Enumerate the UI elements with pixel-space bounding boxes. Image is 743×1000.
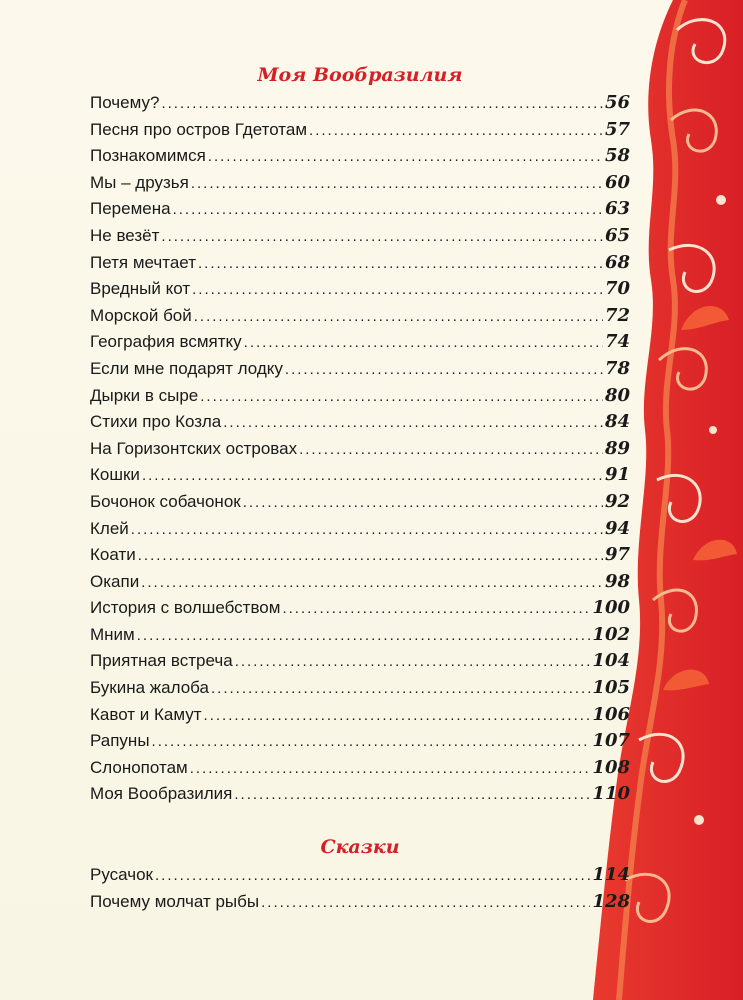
toc-entry [90, 889, 630, 916]
dot-leader [161, 224, 603, 251]
toc-entry [90, 303, 630, 330]
dot-leader [285, 357, 603, 384]
entry-page-number: 104 [592, 650, 630, 672]
entry-title: Вредный кот [90, 279, 191, 299]
dot-leader [194, 304, 603, 331]
dot-leader [299, 437, 603, 464]
dot-leader [208, 144, 603, 171]
entry-title: География всмятку [90, 332, 242, 352]
entry-title: Рапуны [90, 731, 150, 751]
toc-entry [90, 356, 630, 383]
entry-title: Стихи про Козла [90, 412, 222, 432]
section-title-1: Моя Вообразилия [257, 64, 463, 86]
entry-page-number: 94 [604, 517, 630, 539]
toc-entry [90, 383, 630, 410]
entry-page-number: 80 [604, 384, 630, 406]
dot-leader [142, 463, 603, 490]
dot-leader [243, 490, 603, 517]
entry-title: Бочонок собачонок [90, 491, 241, 511]
entry-title: Морской бой [90, 305, 192, 325]
entry-title: Мы – друзья [90, 172, 189, 192]
dot-leader [204, 703, 591, 730]
toc-entry [90, 329, 630, 356]
toc-entry [90, 755, 630, 782]
entry-page-number: 91 [604, 464, 630, 486]
entry-title: Перемена [90, 199, 171, 219]
toc-entry [90, 728, 630, 755]
entry-title: Дырки в сыре [90, 385, 199, 405]
entry-page-number: 92 [604, 490, 630, 512]
entry-page-number: 65 [604, 224, 630, 246]
entry-title: Кавот и Камут [90, 704, 202, 724]
toc-entry [90, 675, 630, 702]
entry-page-number: 107 [592, 730, 630, 752]
entry-title: Петя мечтает [90, 252, 196, 272]
table-of-contents [90, 60, 630, 915]
dot-leader [211, 676, 590, 703]
dot-leader [235, 649, 591, 676]
toc-entry [90, 409, 630, 436]
entry-title: Кошки [90, 465, 140, 485]
toc-entry [90, 489, 630, 516]
entry-title: Не везёт [90, 225, 160, 245]
entry-page-number: 70 [604, 278, 630, 300]
dot-leader [309, 118, 603, 145]
toc-entry [90, 622, 630, 649]
toc-entry [90, 250, 630, 277]
toc-entry [90, 781, 630, 808]
entry-title: Клей [90, 518, 129, 538]
entry-page-number: 89 [604, 437, 630, 459]
entry-page-number: 110 [592, 783, 630, 805]
entry-title: Русачок [90, 865, 153, 885]
dot-leader [198, 251, 603, 278]
entry-page-number: 114 [592, 864, 630, 886]
entries-list-2 [90, 862, 630, 915]
entry-title: Песня про остров Гдетотам [90, 119, 308, 139]
entry-page-number: 100 [592, 597, 630, 619]
dot-leader [138, 543, 603, 570]
entry-title: На Горизонтских островах [90, 438, 298, 458]
toc-entry [90, 196, 630, 223]
toc-entry [90, 223, 630, 250]
section-title-2: Сказки [320, 836, 400, 859]
toc-entry [90, 170, 630, 197]
dot-leader [152, 729, 591, 756]
entry-page-number: 106 [592, 703, 630, 725]
toc-entry [90, 595, 630, 622]
entry-page-number: 57 [604, 118, 630, 140]
entry-title: Коати [90, 545, 136, 565]
dot-leader [131, 517, 603, 544]
entry-title: Почему? [90, 93, 160, 112]
dot-leader [200, 384, 603, 411]
toc-entry [90, 462, 630, 489]
entry-page-number: 56 [604, 92, 630, 113]
toc-entry [90, 117, 630, 144]
entry-page-number: 58 [604, 145, 630, 167]
dot-leader [261, 890, 590, 917]
entry-page-number: 97 [604, 544, 630, 566]
toc-entry [90, 436, 630, 463]
entry-title: Мним [90, 624, 135, 644]
toc-entry [90, 276, 630, 303]
dot-leader [234, 782, 590, 809]
entry-page-number: 98 [604, 570, 630, 592]
entry-page-number: 74 [604, 331, 630, 353]
toc-entry [90, 542, 630, 569]
entry-title: Окапи [90, 571, 140, 591]
toc-entry [90, 516, 630, 543]
dot-leader [192, 277, 603, 304]
dot-leader [191, 171, 603, 198]
entry-title: Слонопотам [90, 757, 188, 777]
entry-page-number: 68 [604, 251, 630, 273]
toc-entry [90, 702, 630, 729]
dot-leader [173, 197, 603, 224]
toc-entry [90, 862, 630, 889]
toc-entry [90, 648, 630, 675]
dot-leader [223, 410, 603, 437]
entry-page-number: 108 [592, 756, 630, 778]
toc-entry [90, 569, 630, 596]
entry-page-number: 72 [604, 304, 630, 326]
dot-leader [282, 596, 590, 623]
entries-list-1 [90, 90, 630, 808]
entry-title: Если мне подарят лодку [90, 358, 283, 378]
entry-title: Букина жалоба [90, 678, 209, 698]
dot-leader [161, 91, 602, 118]
entry-page-number: 128 [592, 890, 630, 912]
entry-title: Приятная встреча [90, 651, 233, 671]
dot-leader [190, 756, 591, 783]
entry-title: Моя Вообразилия [90, 784, 233, 804]
dot-leader [155, 863, 590, 890]
entry-page-number: 78 [604, 357, 630, 379]
entry-title: Познакомимся [90, 146, 206, 166]
entry-page-number: 63 [604, 198, 630, 220]
entry-page-number: 84 [604, 411, 630, 433]
toc-entry [90, 90, 630, 117]
dot-leader [244, 330, 603, 357]
dot-leader [137, 623, 591, 650]
dot-leader [141, 570, 603, 597]
toc-entry [90, 143, 630, 170]
entry-title: История с волшебством [90, 598, 281, 618]
entry-title: Почему молчат рыбы [90, 891, 260, 911]
entry-page-number: 105 [592, 677, 630, 699]
entry-page-number: 60 [604, 171, 630, 193]
entry-page-number: 102 [592, 623, 630, 645]
